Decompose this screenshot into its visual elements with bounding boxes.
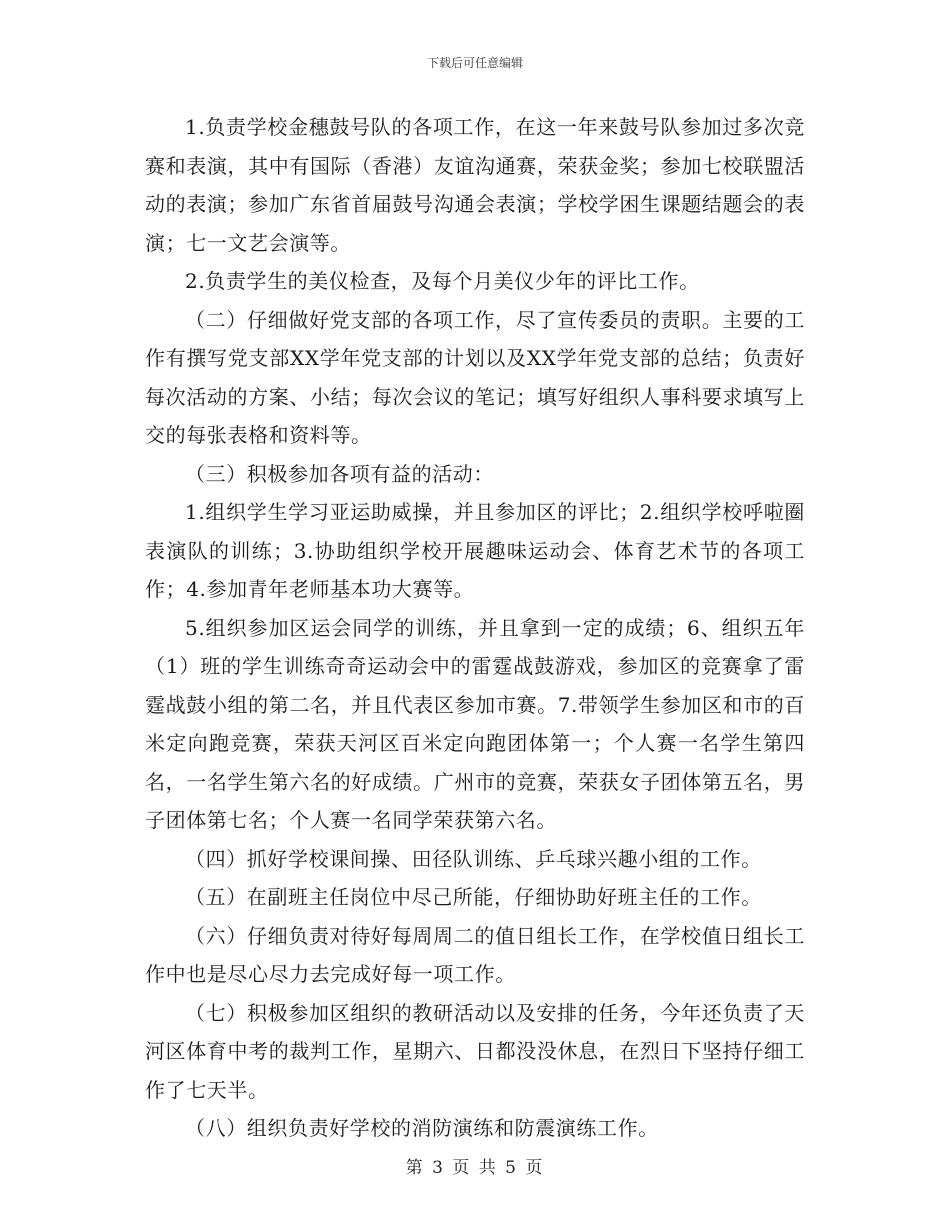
document-body xyxy=(145,108,805,1148)
paragraph-party-branch: （二）仔细做好党支部的各项工作，尽了宣传委员的责职。主要的工作有撰写党支部XX学年党支部的计划以及XX学年党支部的总结；负责好每次活动的方案、小结；每次会议的笔记；填写好组织人事科要求填写上交的每张表格和资料等。 xyxy=(145,307,805,447)
paragraph-competitions: 5.组织参加区运会同学的训练，并且拿到一定的成绩；6、组织五年（1）班的学生训练奇奇运动会中的雷霆战鼓游戏，参加区的竞赛拿了雷霆战鼓小组的第二名，并且代表区参加市赛。7.带领学生参加区和市的百米定向跑竞赛，荣获天河区百米定向跑团体第一；个人赛一名学生第四名，一名学生第六名的好成绩。广州市的竞赛，荣获女子团体第五名，男子团体第七名；个人赛一名同学荣获第六名。 xyxy=(145,615,805,832)
page-header: 下载后可任意编辑 xyxy=(426,56,523,70)
paragraph-activities-heading: （三）积极参加各项有益的活动： xyxy=(185,461,494,486)
paragraph-drum-team: 1.负责学校金穗鼓号队的各项工作，在这一年来鼓号队参加过多次竞赛和表演，其中有国际（香港）友谊沟通赛，荣获金奖；参加七校联盟活动的表演；参加广东省首届鼓号沟通会表演；学校学困生课题结题会的表演；七一文艺会演等。 xyxy=(145,115,805,255)
paragraph-research-activities: （七）积极参加区组织的教研活动以及安排的任务，今年还负责了天河区体育中考的裁判工作，星期六、日都没没休息，在烈日下坚持仔细工作了七天半。 xyxy=(145,1000,805,1102)
paragraph-assistant-teacher: （五）在副班主任岗位中尽己所能，仔细协助好班主任的工作。 xyxy=(185,885,762,909)
paragraph-duty-leader: （六）仔细负责对待好每周周二的值日组长工作，在学校值日组长工作中也是尽心尽力去完成好每一项工作。 xyxy=(145,923,805,986)
paragraph-drills: （八）组织负责好学校的消防演练和防震演练工作。 xyxy=(185,1116,659,1140)
page-number: 第 3 页 共 5 页 xyxy=(405,1158,545,1178)
paragraph-appearance-check: 2.负责学生的美仪检查，及每个月美仪少年的评比工作。 xyxy=(185,269,700,293)
paragraph-exercise-training: （四）抓好学校课间操、田径队训练、乒乓球兴趣小组的工作。 xyxy=(185,846,762,871)
paragraph-activities-list: 1.组织学生学习亚运助威操，并且参加区的评比；2.组织学校呼啦圈表演队的训练；3.协助组织学校开展趣味运动会、体育艺术节的各项工作；4.参加青年老师基本功大赛等。 xyxy=(145,500,805,601)
